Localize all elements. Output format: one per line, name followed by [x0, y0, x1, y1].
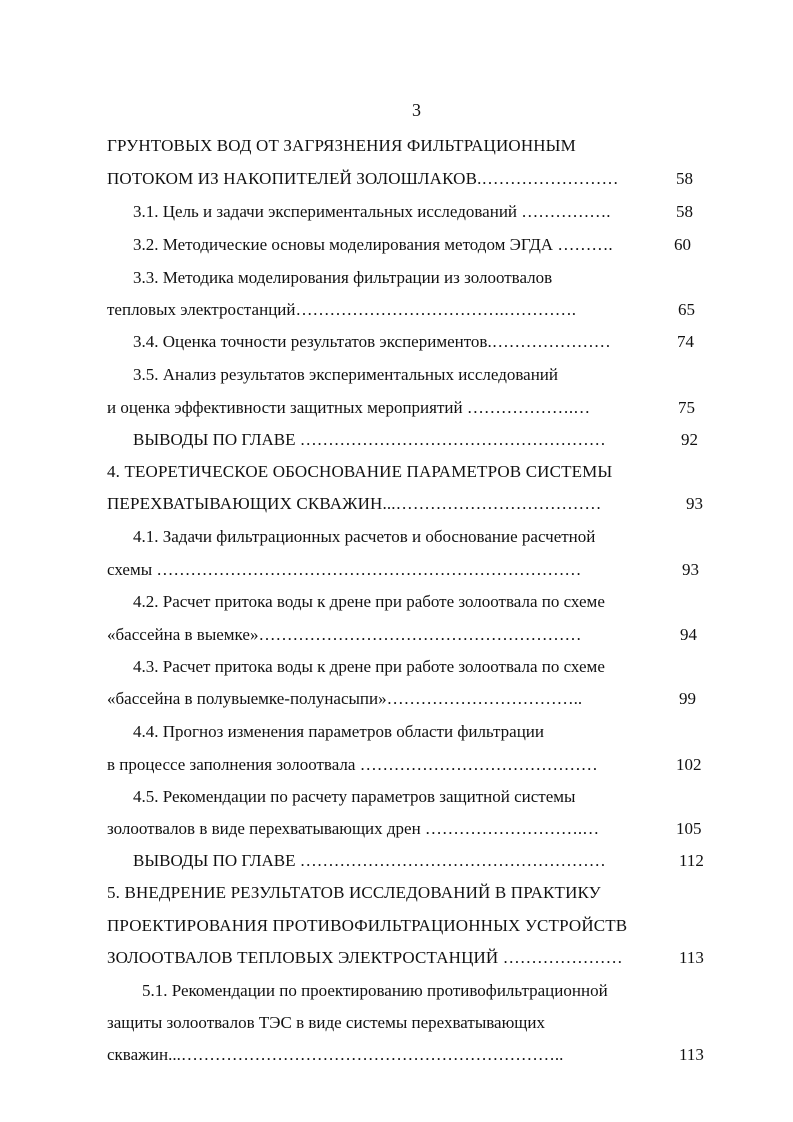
- toc-entry-text-line: ГРУНТОВЫХ ВОД ОТ ЗАГРЯЗНЕНИЯ ФИЛЬТРАЦИОННЫМ: [107, 136, 576, 155]
- toc-entry-text-line: 4.5. Рекомендации по расчету параметров защитной системы: [133, 787, 576, 806]
- toc-entry-text-line: золоотвалов в виде перехватывающих дрен ……………………….…: [107, 819, 600, 838]
- toc-entry-text-line: 3.1. Цель и задачи экспериментальных исследований …………….: [133, 202, 611, 221]
- toc-entry-page-number: 74: [677, 332, 694, 351]
- toc-entry-text-line: 4.1. Задачи фильтрационных расчетов и обоснование расчетной: [133, 527, 596, 546]
- toc-entry-page-number: 105: [676, 819, 702, 838]
- toc-entry-text-line: 3.3. Методика моделирования фильтрации из золоотвалов: [133, 268, 553, 287]
- toc-entry-page-number: 92: [681, 430, 698, 449]
- toc-entry-text-line: тепловых электростанций……………………………….………….: [107, 300, 576, 319]
- toc-entry-text-line: ВЫВОДЫ ПО ГЛАВЕ ………………………………………………: [133, 430, 606, 449]
- toc-entry-page-number: 94: [680, 625, 697, 644]
- toc-entry-text-line: ВЫВОДЫ ПО ГЛАВЕ ………………………………………………: [133, 851, 606, 870]
- toc-entry-page-number: 102: [676, 755, 702, 774]
- page-number: 3: [412, 100, 421, 120]
- toc-entry-text-line: ЗОЛООТВАЛОВ ТЕПЛОВЫХ ЭЛЕКТРОСТАНЦИЙ …………………: [107, 948, 623, 967]
- toc-entry-text-line: 4.2. Расчет притока воды к дрене при работе золоотвала по схеме: [133, 592, 605, 611]
- toc-entry-text-line: 4.3. Расчет притока воды к дрене при работе золоотвала по схеме: [133, 657, 605, 676]
- toc-entry-page-number: 113: [679, 1045, 704, 1064]
- toc-entry-text-line: ПРОЕКТИРОВАНИЯ ПРОТИВОФИЛЬТРАЦИОННЫХ УСТРОЙСТВ: [107, 916, 628, 935]
- toc-entry-text-line: 4.4. Прогноз изменения параметров области фильтрации: [133, 722, 545, 741]
- toc-entry-text-line: схемы …………………………………………………………………: [107, 560, 582, 579]
- toc-entry-page-number: 112: [679, 851, 704, 870]
- toc-entry-page-number: 58: [676, 169, 693, 188]
- toc-entry-page-number: 65: [678, 300, 695, 319]
- toc-entry-page-number: 93: [682, 560, 699, 579]
- toc-entry-text-line: защиты золоотвалов ТЭС в виде системы перехватывающих: [107, 1013, 545, 1032]
- toc-entry-text-line: 4. ТЕОРЕТИЧЕСКОЕ ОБОСНОВАНИЕ ПАРАМЕТРОВ СИСТЕМЫ: [107, 462, 613, 481]
- toc-entry-page-number: 99: [679, 689, 696, 708]
- toc-entry-text-line: ПЕРЕХВАТЫВАЮЩИХ СКВАЖИН...………………………………: [107, 494, 602, 513]
- toc-entry-page-number: 75: [678, 398, 695, 417]
- toc-entry-text-line: «бассейна в выемке»…………………………………………………: [107, 625, 582, 644]
- toc-entry-text-line: 3.4. Оценка точности результатов экспериментов.…………………: [133, 332, 611, 351]
- toc-entry-text-line: «бассейна в полувыемке-полунасыпи»……………………………..: [107, 689, 583, 708]
- toc-entry-text-line: в процессе заполнения золоотвала ……………………………………: [107, 755, 598, 774]
- toc-entry-text-line: 5.1. Рекомендации по проектированию противофильтрационной: [142, 981, 608, 1000]
- toc-entry-page-number: 60: [674, 235, 691, 254]
- toc-entry-text-line: 3.2. Методические основы моделирования методом ЭГДА ……….: [133, 235, 613, 254]
- toc-entry-text-line: 3.5. Анализ результатов экспериментальных исследований: [133, 365, 558, 384]
- toc-entry-text-line: 5. ВНЕДРЕНИЕ РЕЗУЛЬТАТОВ ИССЛЕДОВАНИЙ В ПРАКТИКУ: [107, 883, 601, 902]
- toc-entry-text-line: и оценка эффективности защитных мероприятий ……………….…: [107, 398, 591, 417]
- toc-entry-page-number: 58: [676, 202, 693, 221]
- toc-entry-text-line: ПОТОКОМ ИЗ НАКОПИТЕЛЕЙ ЗОЛОШЛАКОВ.……………………: [107, 169, 619, 188]
- toc-entry-page-number: 93: [686, 494, 703, 513]
- toc-entry-text-line: скважин...…………………………………………………………..: [107, 1045, 564, 1064]
- toc-entry-page-number: 113: [679, 948, 704, 967]
